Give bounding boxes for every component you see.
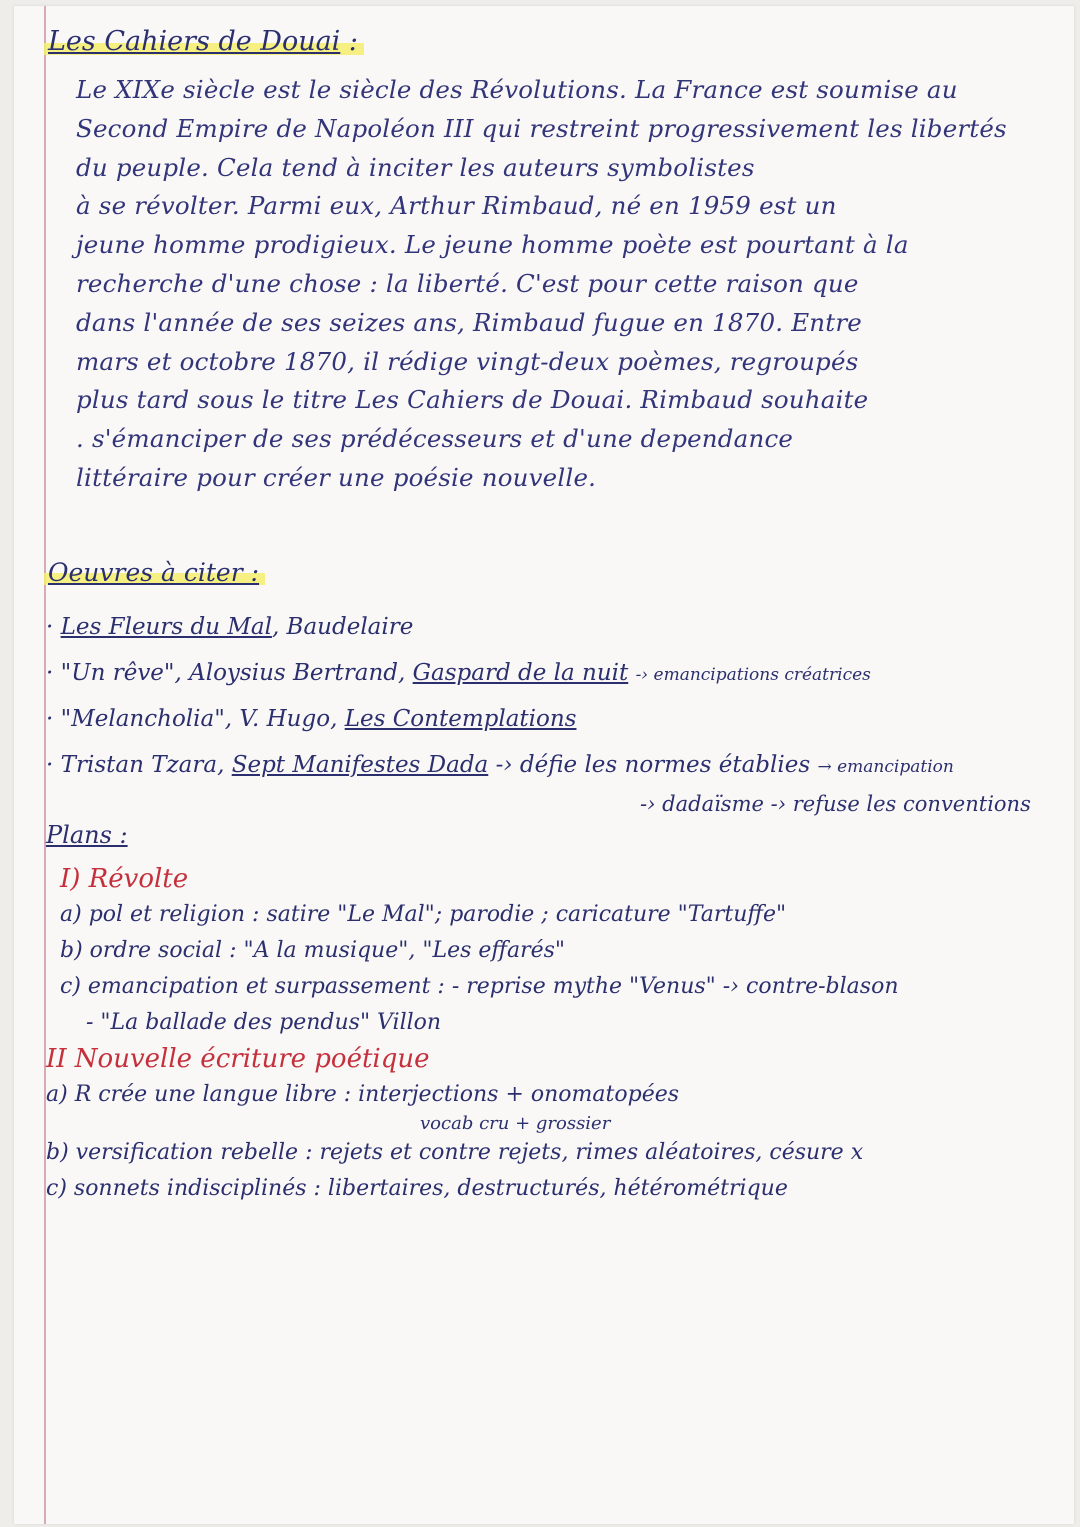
plan-item: c) emancipation et surpassement : - reprise mythe "Venus" -› contre-blason: [60, 973, 899, 999]
title-colon: :: [348, 26, 359, 57]
intro-paragraph: [76, 71, 1061, 498]
work-prefix: "Melancholia", V. Hugo,: [60, 705, 345, 732]
handwritten-notes: [46, 26, 1054, 1207]
intro-line: du peuple. Cela tend à inciter les auteurs symbolistes: [76, 152, 755, 182]
work-title: Sept Manifestes Dada: [231, 751, 489, 778]
work-prefix: Tristan Tzara,: [60, 751, 232, 778]
work-title: Les Contemplations: [344, 705, 577, 732]
works-section: [46, 558, 1054, 819]
intro-line: . s'émanciper de ses prédécesseurs et d'une dependance: [76, 424, 794, 454]
work-suffix: , Baudelaire: [271, 613, 414, 640]
intro-line: jeune homme prodigieux. Le jeune homme poète est pourtant à la: [76, 230, 909, 260]
work-note: -› emancipations créatrices: [635, 664, 871, 685]
notebook-page: [14, 6, 1074, 1524]
intro-line: littéraire pour créer une poésie nouvelle.: [76, 462, 597, 492]
plans-title-text: Plans :: [46, 820, 128, 849]
work-title: Gaspard de la nuit: [412, 659, 629, 686]
intro-line: dans l'année de ses seizes ans, Rimbaud fugue en 1870. Entre: [76, 307, 862, 337]
work-title: Les Fleurs du Mal: [60, 613, 272, 640]
works-list: [46, 605, 1054, 819]
intro-line: Le XIXe siècle est le siècle des Révolutions. La France est soumise au: [76, 75, 958, 104]
work-item: [46, 697, 1054, 743]
intro-line: Second Empire de Napoléon III qui restreint progressivement les libertés: [76, 113, 1007, 143]
work-suffix: -› défie les normes établies: [488, 751, 811, 778]
intro-line: recherche d'une chose : la liberté. C'est pour cette raison que: [76, 268, 859, 298]
plan-item: a) pol et religion : satire "Le Mal"; parodie ; caricature "Tartuffe": [60, 901, 787, 927]
work-item: [46, 605, 1054, 651]
plan-part-title: I) Révolte: [60, 863, 189, 894]
plan-item: c) sonnets indisciplinés : libertaires, destructurés, hétérométrique: [46, 1175, 788, 1201]
work-note: → emancipation: [817, 756, 954, 777]
plan-item: - "La ballade des pendus" Villon: [86, 1009, 442, 1035]
intro-line: plus tard sous le titre Les Cahiers de Douai. Rimbaud souhaite: [76, 385, 869, 415]
plan-outline: [46, 861, 1054, 1207]
work-prefix: "Un rêve", Aloysius Bertrand,: [60, 659, 413, 686]
bullet: ·: [46, 659, 54, 686]
page-title-text: Les Cahiers de Douai: [48, 26, 341, 57]
bullet: ·: [46, 613, 54, 640]
plan-note: vocab cru + grossier: [420, 1112, 611, 1134]
page-title: [48, 26, 358, 57]
works-title: [48, 558, 259, 587]
plan-item: b) ordre social : "A la musique", "Les effarés": [60, 937, 566, 963]
intro-line: à se révolter. Parmi eux, Arthur Rimbaud, né en 1959 est un: [76, 191, 837, 221]
works-subnote: -› dadaïsme -› refuse les conventions: [640, 791, 1031, 816]
plan-item: a) R crée une langue libre : interjections + onomatopées: [46, 1081, 680, 1107]
work-item: [46, 743, 1054, 789]
plan-part-title: II Nouvelle écriture poétique: [46, 1043, 430, 1074]
plan-item: b) versification rebelle : rejets et contre rejets, rimes aléatoires, césure x: [46, 1139, 864, 1165]
bullet: ·: [46, 751, 54, 778]
bullet: ·: [46, 705, 54, 732]
intro-line: mars et octobre 1870, il rédige vingt-deux poèmes, regroupés: [76, 346, 859, 376]
work-item: [46, 651, 1054, 697]
works-title-text: Oeuvres à citer :: [48, 557, 260, 587]
plans-title: [46, 821, 1054, 849]
